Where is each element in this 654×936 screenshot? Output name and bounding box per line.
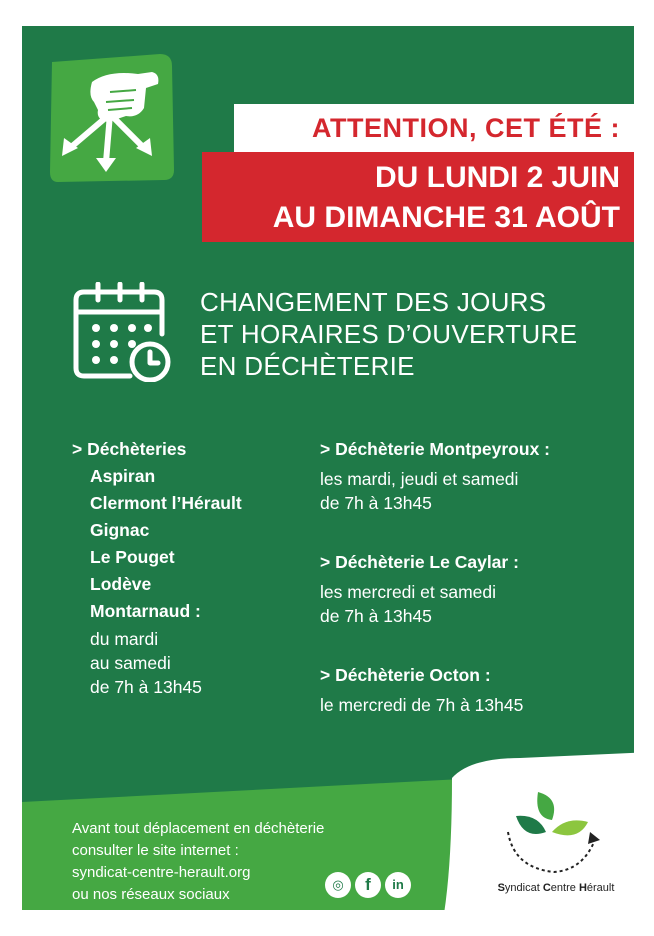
site-heading: > Déchèterie Octon : — [320, 665, 491, 685]
title-line-1: CHANGEMENT DES JOURS — [200, 287, 547, 317]
site-heading: > Déchèterie Le Caylar : — [320, 552, 519, 572]
title-line-3: EN DÉCHÈTERIE — [200, 351, 415, 381]
page-title — [200, 286, 577, 382]
facebook-icon[interactable]: f — [355, 872, 381, 898]
website-link[interactable]: syndicat-centre-herault.org — [72, 864, 251, 881]
hand-logo-icon — [48, 52, 176, 182]
schedule-line: les mardi, jeudi et samedi — [320, 469, 519, 489]
attention-banner: ATTENTION, CET ÉTÉ : — [234, 104, 634, 152]
footer-line-2: consulter le site internet : — [72, 842, 239, 859]
title-line-2: ET HORAIRES D’OUVERTURE — [200, 319, 578, 349]
date-line-2: AU DIMANCHE 31 AOÛT — [272, 201, 620, 234]
site-name: Montarnaud : — [90, 601, 201, 621]
schedule-line: les mercredi et samedi — [320, 582, 497, 602]
left-heading: > Déchèteries — [72, 439, 187, 459]
brand-name: Syndicat Centre Hérault — [497, 882, 615, 894]
linkedin-icon[interactable]: in — [385, 872, 411, 898]
instagram-icon[interactable]: ◎ — [325, 872, 351, 898]
calendar-clock-icon — [72, 282, 172, 382]
date-line-1: DU LUNDI 2 JUIN — [374, 161, 620, 194]
footer-line-1: Avant tout déplacement en déchèterie — [72, 820, 325, 837]
site-name: Le Pouget — [90, 547, 175, 567]
site-name: Gignac — [90, 520, 150, 540]
schedule-line: au samedi — [90, 653, 171, 673]
schedule-line: de 7h à 13h45 — [320, 493, 432, 513]
site-name: Lodève — [90, 574, 152, 594]
left-schedule — [72, 436, 242, 699]
schedule-line: de 7h à 13h45 — [90, 677, 202, 697]
schedule-line: du mardi — [90, 629, 159, 649]
site-name: Aspiran — [90, 466, 156, 486]
site-heading: > Déchèterie Montpeyroux : — [320, 439, 550, 459]
site-name: Clermont l’Hérault — [90, 493, 242, 513]
right-schedule — [320, 436, 550, 717]
footer-text — [72, 818, 324, 906]
footer-line-4: ou nos réseaux sociaux — [72, 886, 230, 903]
schedule-line: de 7h à 13h45 — [320, 606, 432, 626]
date-banner — [202, 152, 634, 242]
schedule-line: le mercredi de 7h à 13h45 — [320, 695, 524, 715]
